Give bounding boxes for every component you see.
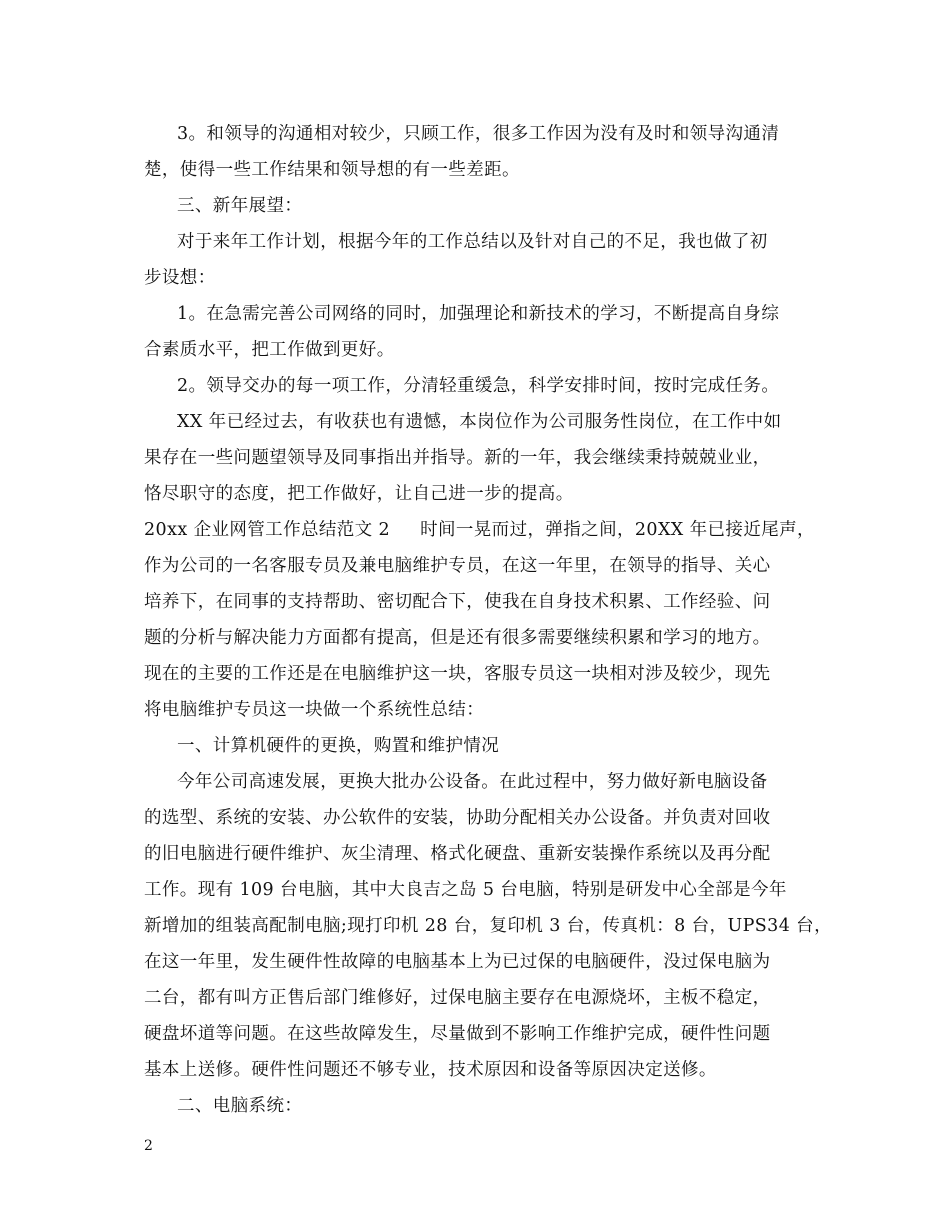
paragraph-line: 现在的主要的工作还是在电脑维护这一块，客服专员这一块相对涉及较少，现先 [144, 664, 771, 684]
paragraph-line: XX 年已经过去，有收获也有遗憾，本岗位作为公司服务性岗位，在工作中如 [177, 412, 782, 432]
paragraph-line: 二台，都有叫方正售后部门维修好，过保电脑主要存在电源烧坏，主板不稳定， [144, 988, 771, 1008]
paragraph-line: 合素质水平，把工作做到更好。 [144, 340, 395, 360]
paragraph-line: 今年公司高速发展，更换大批办公设备。在此过程中，努力做好新电脑设备 [177, 772, 768, 792]
paragraph-line: 基本上送修。硬件性问题还不够专业，技术原因和设备等原因决定送修。 [144, 1060, 717, 1080]
paragraph-line: 的选型、系统的安装、办公软件的安装，协助分配相关办公设备。并负责对回收 [144, 808, 771, 828]
paragraph-line: 的旧电脑进行硬件维护、灰尘清理、格式化硬盘、重新安装操作系统以及再分配 [144, 844, 771, 864]
paragraph-line: 果存在一些问题望领导及同事指出并指导。新的一年，我会继续秉持兢兢业业， [144, 448, 771, 468]
section-heading: 三、新年展望： [177, 196, 303, 216]
section-title: 20xx 企业网管工作总结范文 2 [144, 520, 391, 540]
paragraph-line: 将电脑维护专员这一块做一个系统性总结： [144, 700, 485, 720]
section-title-line [144, 518, 824, 542]
paragraph-line: 恪尽职守的态度，把工作做好，让自己进一步的提高。 [144, 484, 574, 504]
paragraph-line: 题的分析与解决能力方面都有提高，但是还有很多需要继续积累和学习的地方。 [144, 628, 771, 648]
section-heading: 一、计算机硬件的更换，购置和维护情况 [177, 736, 500, 756]
paragraph-line: 步设想： [144, 268, 216, 288]
paragraph-line: 2。领导交办的每一项工作，分清轻重缓急，科学安排时间，按时完成任务。 [177, 376, 780, 396]
paragraph-line: 1。在急需完善公司网络的同时，加强理论和新技术的学习，不断提高自身综 [177, 304, 780, 324]
section-heading: 二、电脑系统： [177, 1096, 303, 1116]
paragraph-line: 硬盘坏道等问题。在这些故障发生，尽量做到不影响工作维护完成，硬件性问题 [144, 1024, 771, 1044]
paragraph-line: 新增加的组装高配制电脑;现打印机 28 台，复印机 3 台，传真机：8 台，UPS34 台， [144, 916, 832, 936]
paragraph-line: 3。和领导的沟通相对较少，只顾工作，很多工作因为没有及时和领导沟通清 [177, 124, 780, 144]
paragraph-line: 在这一年里，发生硬件性故障的电脑基本上为已过保的电脑硬件，没过保电脑为 [144, 952, 771, 972]
paragraph-line: 作为公司的一名客服专员及兼电脑维护专员，在这一年里，在领导的指导、关心 [144, 556, 771, 576]
paragraph-line: 对于来年工作计划，根据今年的工作总结以及针对自己的不足，我也做了初 [177, 232, 768, 252]
paragraph-line: 工作。现有 109 台电脑，其中大良吉之岛 5 台电脑，特别是研发中心全部是今年 [144, 880, 787, 900]
page-number: 2 [144, 1138, 153, 1154]
paragraph-line: 楚，使得一些工作结果和领导想的有一些差距。 [144, 160, 520, 180]
paragraph-line: 培养下，在同事的支持帮助、密切配合下，使我在自身技术积累、工作经验、问 [144, 592, 771, 612]
paragraph-text: 时间一晃而过，弹指之间，20XX 年已接近尾声， [420, 520, 815, 540]
